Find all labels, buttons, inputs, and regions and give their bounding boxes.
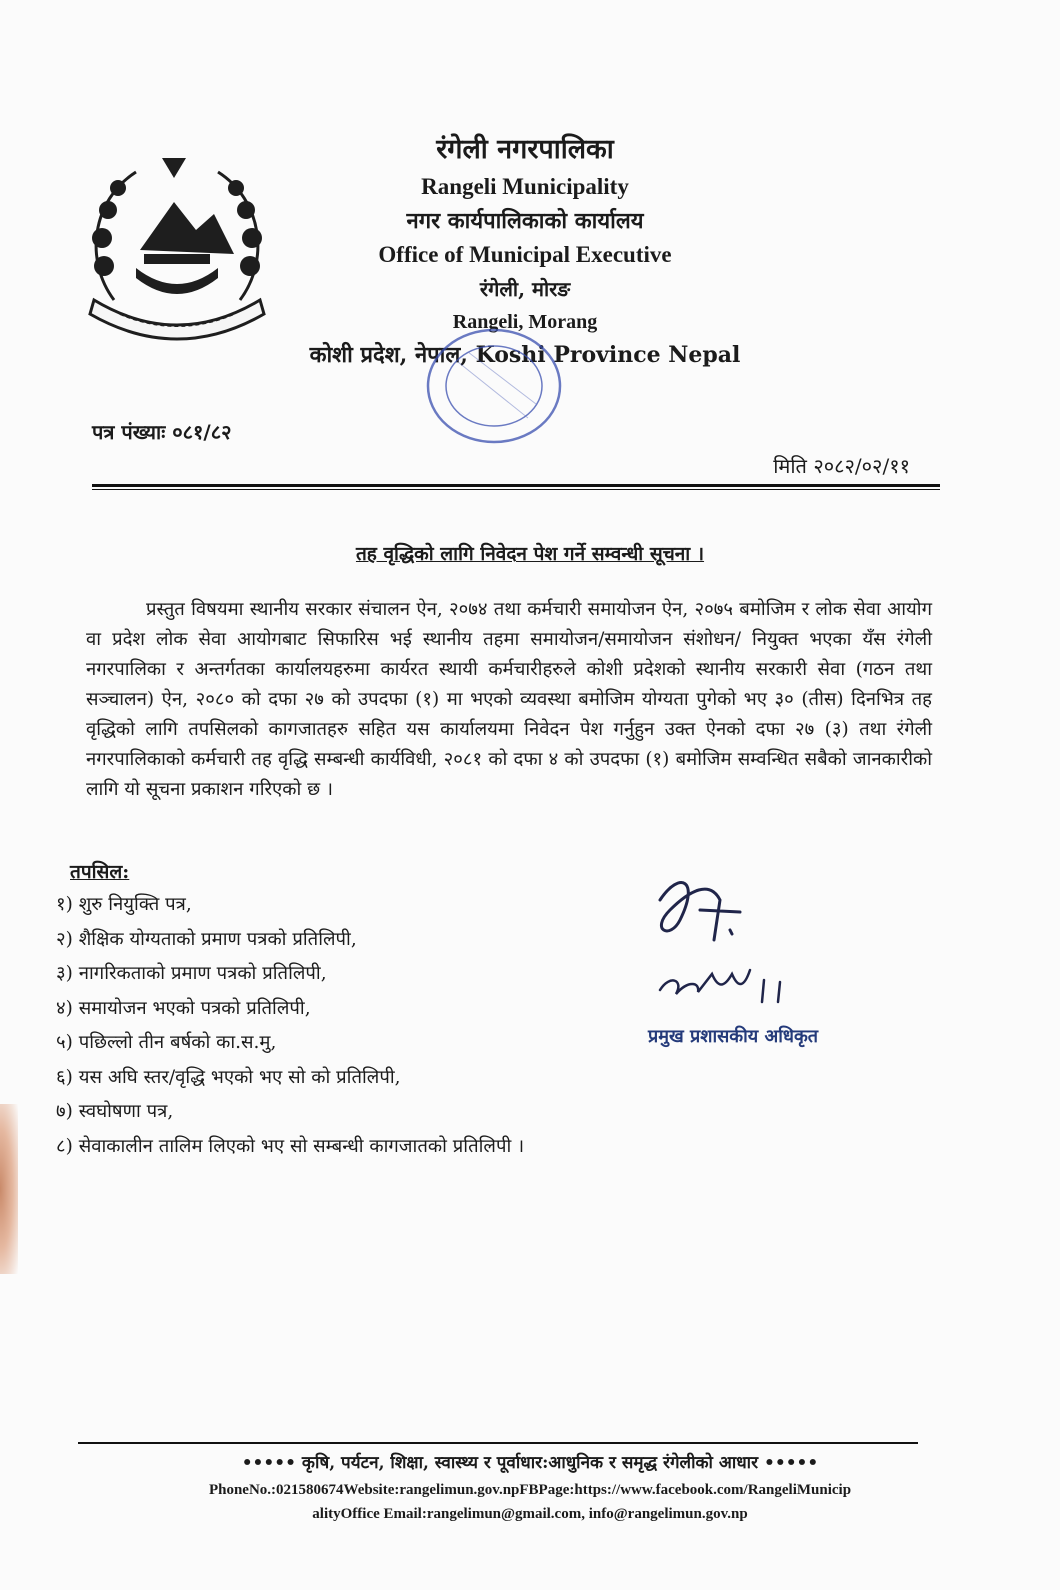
list-item: २) शैक्षिक योग्यताको प्रमाण पत्रको प्रतिलिपी, (56, 928, 357, 950)
address-en: Rangeli, Morang (452, 311, 598, 333)
date-label: मिति (773, 454, 807, 478)
subject-text: तह वृद्धिको लागि निवेदन पेश गर्ने सम्वन्धी सूचना । (355, 543, 705, 565)
annex-title: तपसिल: (70, 861, 130, 883)
letter-date (773, 452, 910, 479)
province-line: कोशी प्रदेश, नेपाल, Koshi Province Nepal (309, 342, 741, 368)
list-item: ८) सेवाकालीन तालिम लिएको भए सो सम्बन्धी कागजातको प्रतिलिपी । (56, 1135, 525, 1157)
annex-list (56, 888, 696, 1164)
list-item: ६) यस अघि स्तर/वृद्धि भएको भए सो को प्रतिलिपी, (56, 1066, 401, 1088)
address-np: रंगेली, मोरङ (479, 277, 571, 301)
list-item: ५) पछिल्लो तीन बर्षको का.स.मु, (56, 1032, 277, 1053)
footer (40, 1448, 1020, 1526)
header-divider (92, 484, 940, 490)
notice-body: प्रस्तुत विषयमा स्थानीय सरकार संचालन ऐन, २०७४ तथा कर्मचारी समायोजन ऐन, २०७५ बमोजिम र लोक सेवा आयोग वा प्रदेश लोक सेवा आयोगबाट सिफारिस भई स्थानीय तहमा समायोजन/समायोजन संशोधन/ नियुक्त भएका यँस रंगेली नगरपालिका र अन्तर्गतका कार्यालयहरुमा कार्यरत स्थायी कर्मचारीहरुले कोशी प्रदेशको स्थानीय सरकारी सेवा (गठन तथा सञ्चालन) ऐन, २०८० को दफा २७ को उपदफा (१) मा भएको व्यवस्था बमोजिम योग्यता पुगेको भए ३० (तीस) दिनभित्र तह वृद्धिको लागि तपसिलको कागजातहरु सहित यस कार्यालयमा निवेदन पेश गर्नुहुन उक्त ऐनको दफा २७ (३) तथा रंगेली नगरपालिकाको कर्मचारी तह वृद्धि सम्बन्धी कार्यविधी, २०८१ को दफा ४ को उपदफा (१) बमोजिम सम्वन्धित सबैको जानकारीको लागि यो सूचना प्रकाशन गरिएको छ । (86, 598, 932, 800)
signatory-designation: प्रमुख प्रशासकीय अधिकृत (648, 1026, 819, 1047)
edge-shadow (0, 1104, 18, 1274)
list-item: ४) समायोजन भएको पत्रको प्रतिलिपी, (56, 997, 311, 1019)
handwritten-signature-icon (640, 870, 880, 1020)
footer-divider (78, 1442, 918, 1444)
municipality-name-np: रंगेली नगरपालिका (436, 134, 614, 165)
footer-contact-line-2: alityOffice Email:rangelimun@gmail.com, info@rangelimun.gov.np (312, 1506, 748, 1522)
date-value: २०८२/०२/११ (813, 454, 910, 478)
footer-motto: ••••• कृषि, पर्यटन, शिक्षा, स्वास्थ्य र पूर्वाधार:आधुनिक र समृद्ध रंगेलीको आधार ••••• (241, 1453, 819, 1473)
list-item: ३) नागरिकताको प्रमाण पत्रको प्रतिलिपी, (56, 963, 327, 984)
letter-reference (92, 418, 232, 445)
list-item: १) शुरु नियुक्ति पत्र, (56, 894, 192, 915)
footer-contact-line-1: PhoneNo.:021580674Website:rangelimun.gov.npFBPage:https://www.facebook.com/RangeliMunicip (208, 1482, 852, 1498)
reference-number: ०८१/८२ (172, 420, 232, 444)
office-seal-icon (418, 322, 570, 452)
municipality-name-en: Rangeli Municipality (421, 174, 629, 199)
list-item: ७) स्वघोषणा पत्र, (56, 1101, 174, 1122)
reference-label: पत्र पंख्याः (92, 420, 166, 444)
notice-subject (0, 540, 1060, 566)
office-name-np: नगर कार्यपालिकाको कार्यालय (406, 208, 644, 234)
nepal-emblem-icon (74, 150, 280, 348)
office-name-en: Office of Municipal Executive (378, 242, 672, 267)
